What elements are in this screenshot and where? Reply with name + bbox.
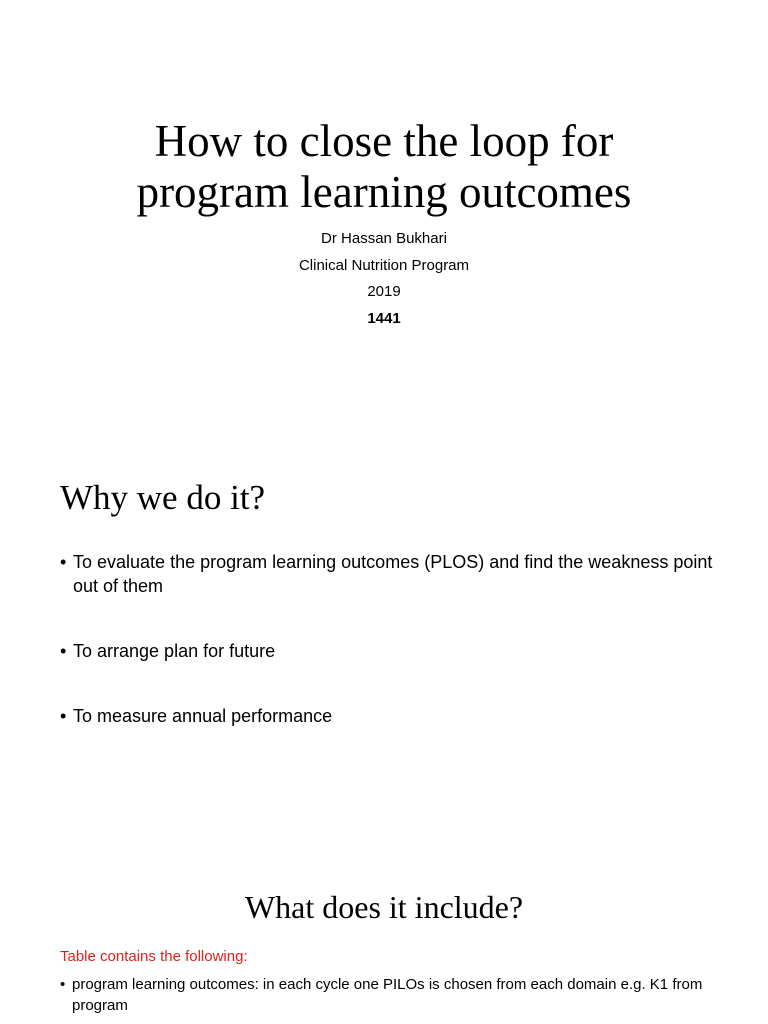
title-line-2: program learning outcomes [136,167,632,217]
slide-1-title [0,116,768,218]
bullet-dot: • [60,641,67,661]
bullet-text: To measure annual performance [73,706,333,726]
bullet-text: program learning outcomes: in each cycle one PILOs is chosen from each domain e.g. K1 from program [72,976,703,1014]
slide-why [0,432,768,862]
bullet-text: To arrange plan for future [73,641,276,661]
bullet-item [60,704,723,728]
program-name: Clinical Nutrition Program [298,256,470,274]
bullet-item [60,639,723,663]
bullet-item [60,974,722,1016]
slide-include [0,864,768,1024]
table-note: Table contains the following: [60,948,248,965]
year-gregorian: 2019 [367,283,401,300]
slide-title [0,0,768,430]
bullet-text: To evaluate the program learning outcomes (PLOS) and find the weakness point out of them [73,552,713,596]
year-hijri: 1441 [367,309,401,327]
subtitle-block [0,229,768,335]
bullet-dot: • [60,706,67,726]
author-name: Dr Hassan Bukhari [321,230,447,247]
bullet-item [60,550,723,598]
title-line-1: How to close the loop for [154,116,614,166]
slide-3-title: What does it include? [244,889,524,925]
bullet-dot: • [60,552,67,572]
slide-2-title: Why we do it? [60,478,266,517]
bullet-dot: • [60,976,66,993]
